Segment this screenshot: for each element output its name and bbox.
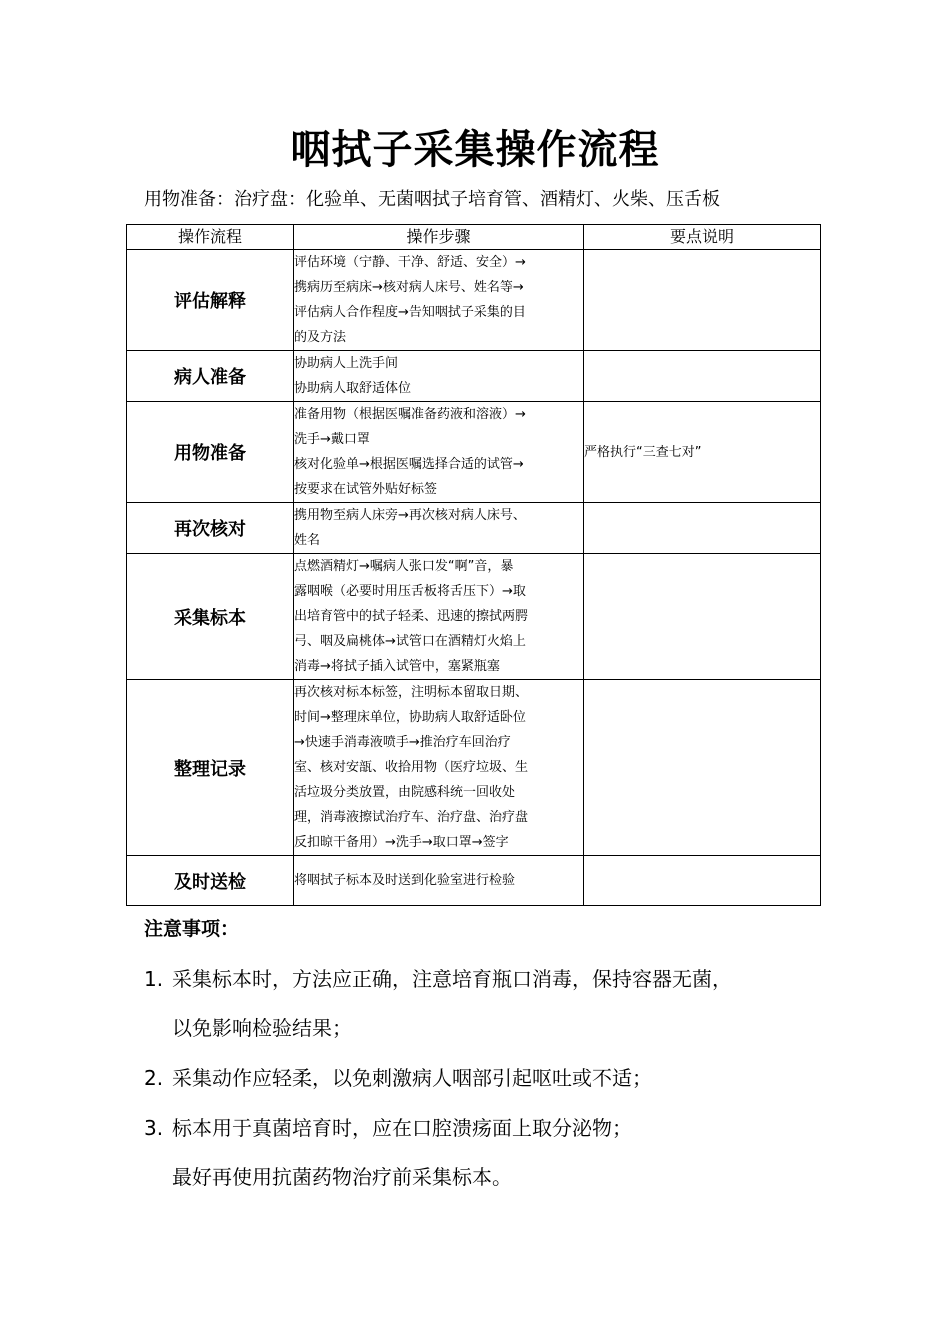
stage-cell: 用物准备 — [127, 402, 294, 503]
table-row — [127, 351, 821, 402]
stage-cell: 整理记录 — [127, 680, 294, 856]
step-line: 出培育管中的拭子轻柔、迅速的擦拭两腭 — [294, 609, 529, 624]
notes-cell — [584, 503, 821, 554]
table-row — [127, 503, 821, 554]
supplies-line: 用物准备：治疗盘：化验单、无菌咽拭子培育管、酒精灯、火柴、压舌板 — [144, 189, 720, 210]
step-line: 携用物至病人床旁→再次核对病人床号、 — [294, 508, 526, 523]
step-line: 携病历至病床→核对病人床号、姓名等→ — [294, 280, 524, 295]
step-line: 弓、咽及扁桃体→试管口在酒精灯火焰上 — [294, 634, 526, 649]
precaution-text: 采集动作应轻柔，以免刺激病人咽部引起呕吐或不适； — [172, 1066, 652, 1090]
step-line: 时间→整理床单位，协助病人取舒适卧位 — [294, 710, 526, 725]
step-line: 评估病人合作程度→告知咽拭子采集的目 — [294, 305, 526, 320]
precaution-item — [144, 1063, 652, 1093]
step-line: 核对化验单→根据医嘱选择合适的试管→ — [294, 457, 524, 472]
step-line: 活垃圾分类放置，由院感科统一回收处 — [294, 785, 516, 800]
steps-cell — [294, 856, 584, 906]
step-line: 协助病人取舒适体位 — [294, 381, 412, 396]
step-line: 准备用物（根据医嘱准备药液和溶液）→ — [294, 407, 526, 422]
step-line: 点燃酒精灯→嘱病人张口发“啊”音，暴 — [294, 559, 514, 574]
precaution-item — [144, 964, 732, 994]
step-line: 室、核对安瓿、收拾用物（医疗垃圾、生 — [294, 760, 529, 775]
precaution-number: 2. — [144, 1066, 164, 1090]
notes-cell — [584, 856, 821, 906]
precaution-text: 标本用于真菌培育时，应在口腔溃疡面上取分泌物； — [172, 1116, 632, 1140]
steps-cell — [294, 250, 584, 351]
table-row — [127, 250, 821, 351]
header-steps: 操作步骤 — [294, 225, 584, 250]
table-row — [127, 402, 821, 503]
stage-cell: 再次核对 — [127, 503, 294, 554]
steps-cell — [294, 680, 584, 856]
page-title: 咽拭子采集操作流程 — [290, 127, 660, 173]
precaution-number: 3. — [144, 1116, 164, 1140]
notes-cell — [584, 351, 821, 402]
header-notes: 要点说明 — [584, 225, 821, 250]
header-stage: 操作流程 — [127, 225, 294, 250]
step-line: 将咽拭子标本及时送到化验室进行检验 — [294, 873, 516, 888]
steps-cell — [294, 554, 584, 680]
precaution-continuation: 以免影响检验结果； — [172, 1016, 352, 1040]
step-line: 反扣晾干备用）→洗手→取口罩→签字 — [294, 835, 509, 850]
table-header-row — [127, 225, 821, 250]
step-line: 姓名 — [294, 533, 321, 548]
step-line: 理，消毒液擦试治疗车、治疗盘、治疗盘 — [294, 810, 529, 825]
precaution-number: 1. — [144, 967, 164, 991]
stage-cell: 评估解释 — [127, 250, 294, 351]
step-line: 再次核对标本标签，注明标本留取日期、 — [294, 685, 529, 700]
step-line: 按要求在试管外贴好标签 — [294, 482, 438, 497]
table-row — [127, 554, 821, 680]
notes-cell — [584, 680, 821, 856]
step-line: 的及方法 — [294, 330, 347, 345]
precaution-text: 采集标本时，方法应正确，注意培育瓶口消毒，保持容器无菌， — [172, 967, 732, 991]
stage-cell: 病人准备 — [127, 351, 294, 402]
precautions-title: 注意事项： — [144, 918, 240, 940]
notes-cell — [584, 250, 821, 351]
step-line: 洗手→戴口罩 — [294, 432, 370, 447]
precaution-item — [144, 1113, 632, 1143]
step-line: 露咽喉（必要时用压舌板将舌压下）→取 — [294, 584, 526, 599]
steps-cell — [294, 351, 584, 402]
step-line: 协助病人上洗手间 — [294, 356, 399, 371]
table-row — [127, 680, 821, 856]
step-line: →快速手消毒液喷手→推治疗车回治疗 — [294, 735, 511, 750]
stage-cell: 采集标本 — [127, 554, 294, 680]
steps-cell — [294, 402, 584, 503]
stage-cell: 及时送检 — [127, 856, 294, 906]
notes-cell: 严格执行“三查七对” — [584, 402, 821, 503]
steps-cell — [294, 503, 584, 554]
procedure-table — [126, 224, 821, 906]
notes-cell — [584, 554, 821, 680]
table-row — [127, 856, 821, 906]
step-line: 消毒→将拭子插入试管中，塞紧瓶塞 — [294, 659, 500, 674]
step-line: 评估环境（宁静、干净、舒适、安全）→ — [294, 255, 526, 270]
precaution-continuation: 最好再使用抗菌药物治疗前采集标本。 — [172, 1165, 512, 1189]
